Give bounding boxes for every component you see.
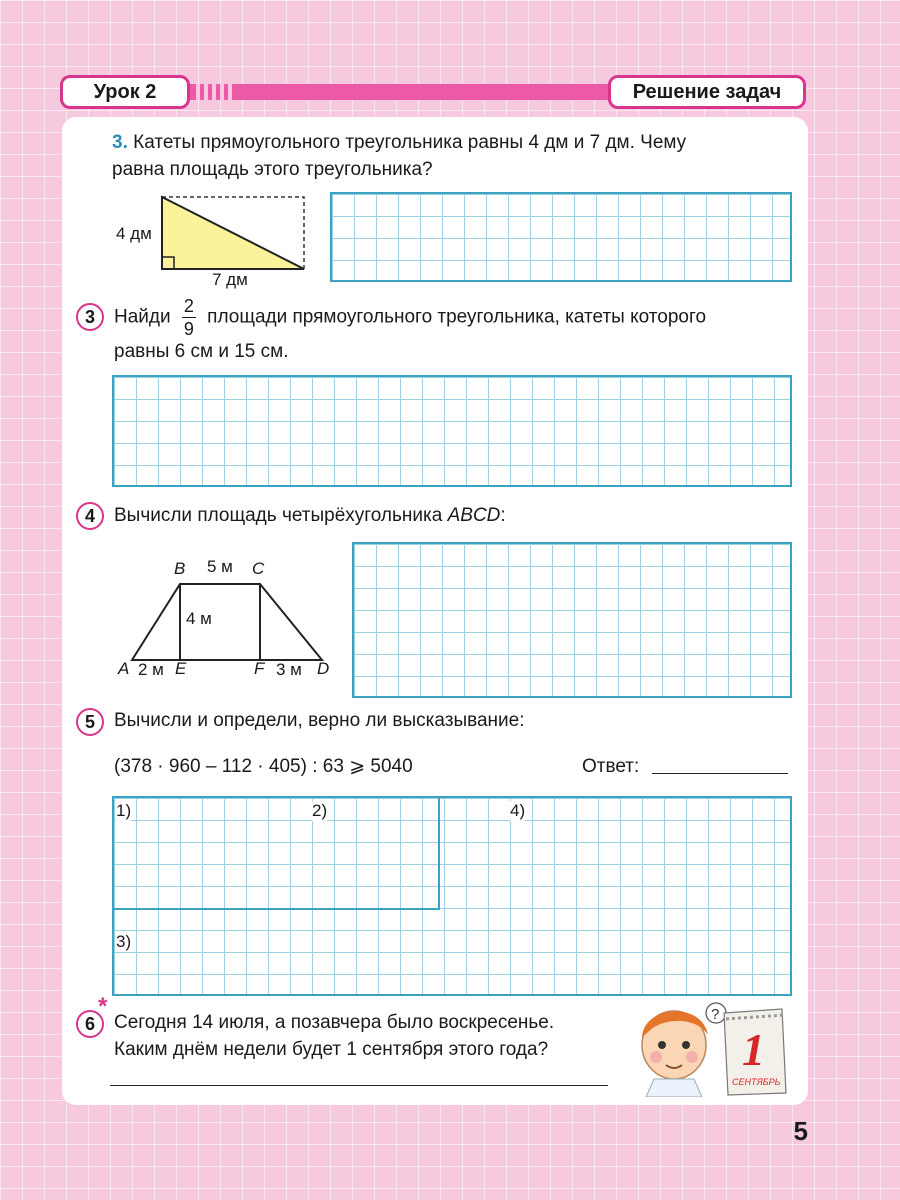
label-4dm: 4 дм xyxy=(116,224,152,243)
slot-1: 1) xyxy=(116,801,132,820)
worksheet xyxy=(62,117,808,1105)
answer-grid-task5[interactable] xyxy=(112,796,792,996)
task6-number: 6 xyxy=(76,1010,104,1038)
boy-shirt xyxy=(646,1079,702,1097)
task3b-prefix: Найди xyxy=(114,306,171,328)
task6-line1: Сегодня 14 июля, а позавчера было воскресенье. xyxy=(114,1012,555,1033)
fraction xyxy=(182,297,196,338)
page-number: 5 xyxy=(793,1116,808,1146)
task3b-text xyxy=(114,297,794,365)
task4-text xyxy=(114,502,506,529)
boy-calendar-illustration xyxy=(632,997,792,1097)
label-be: 4 м xyxy=(186,609,212,628)
label-7dm: 7 дм xyxy=(212,270,248,289)
label-F: F xyxy=(254,659,265,678)
task3-text xyxy=(112,129,792,183)
header-bar xyxy=(190,84,610,100)
label-bc: 5 м xyxy=(207,557,233,576)
label-E: E xyxy=(175,659,187,678)
task3-line2: равна площадь этого треугольника? xyxy=(112,159,433,180)
slot-2: 2) xyxy=(312,801,328,820)
triangle xyxy=(162,197,304,269)
task6-line2: Каким днём недели будет 1 сентября этого года? xyxy=(114,1039,549,1060)
slot-3: 3) xyxy=(116,932,132,951)
fraction-numerator: 2 xyxy=(183,296,194,316)
task4-colon: : xyxy=(500,505,506,526)
boy-cheek-left xyxy=(650,1051,662,1063)
label-B: B xyxy=(174,559,186,578)
label-A: A xyxy=(118,659,130,678)
calendar-month: СЕНТЯБРЬ xyxy=(732,1077,781,1087)
task4-text-main: Вычисли площадь четырёхугольника xyxy=(114,505,443,526)
fraction-denominator: 9 xyxy=(183,319,194,339)
star-mark: * xyxy=(98,993,108,1020)
label-D: D xyxy=(317,659,330,678)
calendar-day: 1 xyxy=(742,1024,765,1075)
answer-grid-task3b[interactable] xyxy=(112,375,792,487)
slot-4: 4) xyxy=(510,801,526,820)
answer-line-task5[interactable] xyxy=(652,773,788,774)
lesson-tag: Урок 2 xyxy=(60,75,190,109)
trapezoid xyxy=(132,584,322,660)
task3b-suffix: площади прямоугольного треугольника, катеты которого xyxy=(207,306,707,328)
task3b-line2: равны 6 см и 15 см. xyxy=(114,341,289,362)
topic-tag: Решение задач xyxy=(608,75,806,109)
task5-text: Вычисли и определи, верно ли высказывание: xyxy=(114,710,525,731)
task3b-number: 3 xyxy=(76,303,104,331)
boy-eye-left xyxy=(658,1041,666,1049)
task6-text xyxy=(114,1009,624,1063)
answer-grid-task3[interactable] xyxy=(330,192,792,282)
label-fd: 3 м xyxy=(276,660,302,679)
question-mark: ? xyxy=(711,1006,720,1023)
task4-number: 4 xyxy=(76,502,104,530)
answer-grid-task4[interactable] xyxy=(352,542,792,698)
label-C: C xyxy=(252,559,265,578)
answer-label: Ответ: xyxy=(582,756,640,777)
task5-number: 5 xyxy=(76,708,104,736)
answer-line-task6[interactable] xyxy=(110,1085,608,1086)
boy-eye-right xyxy=(682,1041,690,1049)
boy-cheek-right xyxy=(686,1051,698,1063)
task4-figure-name: ABCD xyxy=(447,505,501,526)
header-stripes xyxy=(196,84,236,100)
task3-line1: Катеты прямоугольного треугольника равны 4 дм и 7 дм. Чему xyxy=(133,132,687,153)
expression: (378 · 960 – 112 · 405) : 63 ⩾ 5040 xyxy=(114,756,413,777)
label-ae: 2 м xyxy=(138,660,164,679)
task3-number: 3. xyxy=(112,132,128,153)
